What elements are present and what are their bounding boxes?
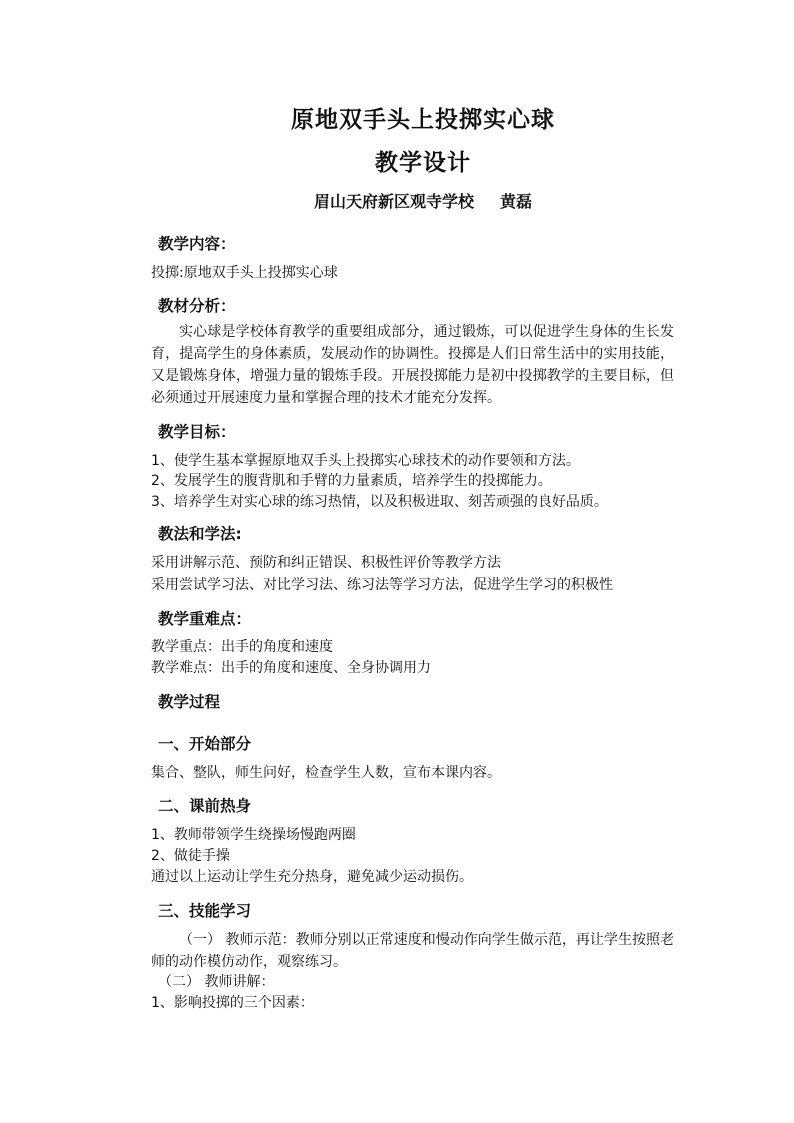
methods-heading: 教法和学法: xyxy=(158,525,242,543)
school-name: 眉山天府新区观寺学校 xyxy=(313,192,474,211)
analysis-paragraph: 实心球是学校体育教学的重要组成部分，通过锻炼，可以促进学生身体的生长发育，提高学生的身体素质，发展动作的协调性。投掷是人们日常生活中的实用技能，又是锻炼身体，增强力量的锻炼手段。开展投掷能力是初中投掷教学的主要目标，但必须通过开展速度力量和掌握合理的技术才能充分发挥。 xyxy=(151,324,674,406)
part3-line: 1、影响投掷的三个因素： xyxy=(151,995,314,1011)
document-subtitle: 教学设计 xyxy=(375,149,471,176)
part2-line: 通过以上运动让学生充分热身，避免减少运动损伤。 xyxy=(151,869,473,885)
part2-line: 2、做徒手操 xyxy=(151,848,230,864)
author-line xyxy=(0,189,794,212)
keypoint-line: 教学重点：出手的角度和速度 xyxy=(151,639,333,655)
methods-line: 采用讲解示范、预防和纠正错误、积极性评价等教学方法 xyxy=(151,555,501,571)
goal-item: 2、发展学生的腹背肌和手臂的力量素质，培养学生的投掷能力。 xyxy=(151,473,552,489)
document-title: 原地双手头上投掷实心球 xyxy=(291,106,555,133)
content-heading: 教学内容： xyxy=(158,235,236,253)
part2-heading: 二、课前热身 xyxy=(158,797,252,815)
keypoint-line: 教学难点：出手的角度和速度、全身协调用力 xyxy=(151,660,431,676)
methods-line: 采用尝试学习法、对比学习法、练习法等学习方法，促进学生学习的积极性 xyxy=(151,577,613,593)
keypoints-heading: 教学重难点： xyxy=(158,610,252,628)
part3-line: （二） 教师讲解： xyxy=(158,974,275,990)
part3-paragraph: （一） 教师示范：教师分别以正常速度和慢动作向学生做示范，再让学生按照老师的动作模仿动作，观察练习。 xyxy=(151,932,674,970)
goal-item: 1、使学生基本掌握原地双手头上投掷实心球技术的动作要领和方法。 xyxy=(151,453,580,469)
goal-item: 3、培养学生对实心球的练习热情，以及积极进取、刻苦顽强的良好品质。 xyxy=(151,494,608,510)
content-text: 投掷:原地双手头上投掷实心球 xyxy=(151,265,338,281)
part1-text: 集合、整队，师生问好，检查学生人数，宣布本课内容。 xyxy=(151,765,501,781)
part2-line: 1、教师带领学生绕操场慢跑两圈 xyxy=(151,827,356,843)
author-name: 黄磊 xyxy=(500,192,533,211)
part1-heading: 一、开始部分 xyxy=(158,735,252,753)
goals-heading: 教学目标： xyxy=(158,423,236,441)
analysis-heading: 教材分析： xyxy=(158,297,236,315)
part3-heading: 三、技能学习 xyxy=(158,902,252,920)
process-heading: 教学过程 xyxy=(158,693,221,711)
